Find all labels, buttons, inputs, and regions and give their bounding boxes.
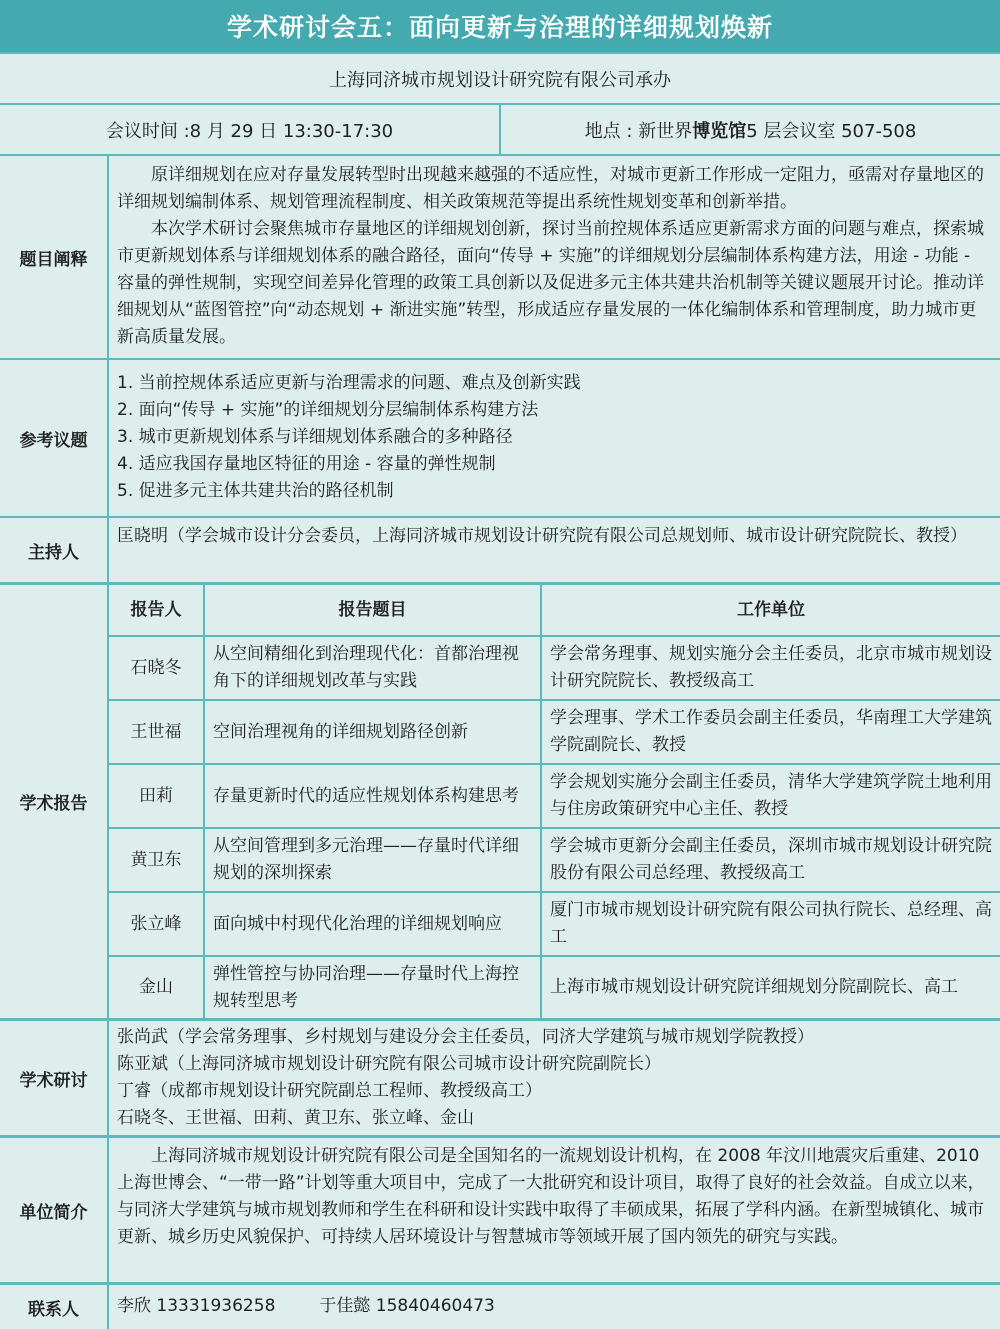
report-speaker: 田莉	[109, 765, 203, 827]
intro-label: 单位简介	[0, 1138, 107, 1282]
page-title: 学术研讨会五：面向更新与治理的详细规划焕新	[0, 0, 1000, 52]
report-speaker: 石晓冬	[109, 637, 203, 699]
issues-label: 参考议题	[0, 360, 107, 516]
report-topic: 弹性管控与协同治理——存量时代上海控规转型思考	[205, 957, 540, 1018]
report-org: 学会常务理事、规划实施分会主任委员，北京市城市规划设计研究院院长、教授级高工	[542, 637, 1000, 699]
topic-paragraph-1: 原详细规划在应对存量发展转型时出现越来越强的不适应性，对城市更新工作形成一定阻力，亟需对存量地区的详细规划编制体系、规划管理流程制度、相关政策规范等提出系统性规划变革和创新举措。	[117, 165, 984, 212]
contact-person-1: 李欣 13331936258	[117, 1296, 276, 1316]
contact-content	[109, 1285, 1000, 1329]
issue-item: 3. 城市更新规划体系与详细规划体系融合的多种路径	[117, 427, 513, 447]
header-org: 工作单位	[542, 585, 1000, 635]
reports-label: 学术报告	[0, 585, 107, 1018]
contact-person-2: 于佳懿 15840460473	[319, 1296, 495, 1316]
report-speaker: 张立峰	[109, 893, 203, 955]
location-venue: 博览馆	[692, 120, 747, 142]
report-topic: 从空间管理到多元治理——存量时代详细规划的深圳探索	[205, 829, 540, 891]
meeting-time: 会议时间 :8 月 29 日 13:30-17:30	[0, 105, 499, 154]
report-topic: 空间治理视角的详细规划路径创新	[205, 701, 540, 763]
discussant-line: 丁睿（成都市规划设计研究院副总工程师、教授级高工）	[117, 1081, 542, 1101]
contact-label: 联系人	[0, 1285, 107, 1329]
topic-paragraph-2: 本次学术研讨会聚焦城市存量地区的详细规划创新，探讨当前控规体系适应更新需求方面的问题与难点，探索城市更新规划体系与详细规划体系的融合路径，面向“传导 + 实施”的详细规划分层编制体系构建方法，用途 - 功能 - 容量的弹性规制，实现空间差异化管理的政策工具创新以及促进多元主体共建共治机制等关键议题展开讨论。推动详细规划从“蓝图管控”向“动态规划 + 渐进实施”转型，形成适应存量发展的一体化编制体系和管理制度，助力城市更新高质量发展。	[117, 219, 984, 347]
issue-item: 2. 面向“传导 + 实施”的详细规划分层编制体系构建方法	[117, 400, 539, 420]
report-org: 学会理事、学术工作委员会副主任委员，华南理工大学建筑学院副院长、教授	[542, 701, 1000, 763]
location-suffix: 5 层会议室 507-508	[746, 120, 917, 142]
report-topic: 从空间精细化到治理现代化：首都治理视角下的详细规划改革与实践	[205, 637, 540, 699]
discussant-line: 石晓冬、王世福、田莉、黄卫东、张立峰、金山	[117, 1108, 474, 1128]
topic-label: 题目阐释	[0, 156, 107, 358]
discussion-content	[109, 1021, 1000, 1135]
report-org: 厦门市城市规划设计研究院有限公司执行院长、总经理、高工	[542, 893, 1000, 955]
issues-content	[109, 360, 1000, 516]
intro-content	[109, 1138, 1000, 1282]
issue-item: 1. 当前控规体系适应更新与治理需求的问题、难点及创新实践	[117, 373, 581, 393]
report-speaker: 黄卫东	[109, 829, 203, 891]
host-label: 主持人	[0, 518, 107, 582]
issue-item: 4. 适应我国存量地区特征的用途 - 容量的弹性规制	[117, 454, 496, 474]
report-org: 上海市城市规划设计研究院详细规划分院副院长、高工	[542, 957, 1000, 1018]
intro-paragraph: 上海同济城市规划设计研究院有限公司是全国知名的一流规划设计机构，在 2008 年汶川地震灾后重建、2010 上海世博会、“一带一路”计划等重大项目中，完成了一大批研究和设计项目，取得了良好的社会效益。自成立以来，与同济大学建筑与城市规划教师和学生在科研和设计实践中取得了丰硕成果，拓展了学科内涵。在新型城镇化、城市更新、城乡历史风貌保护、可持续人居环境设计与智慧城市等领域开展了国内领先的研究与实践。	[117, 1146, 985, 1247]
location-prefix: 地点 : 新世界	[584, 120, 693, 142]
header-topic: 报告题目	[205, 585, 540, 635]
report-speaker: 金山	[109, 957, 203, 1018]
report-topic: 存量更新时代的适应性规划体系构建思考	[205, 765, 540, 827]
report-org: 学会规划实施分会副主任委员，清华大学建筑学院土地利用与住房政策研究中心主任、教授	[542, 765, 1000, 827]
discussion-label: 学术研讨	[0, 1021, 107, 1135]
report-speaker: 王世福	[109, 701, 203, 763]
discussant-line: 张尚武（学会常务理事、乡村规划与建设分会主任委员，同济大学建筑与城市规划学院教授）	[117, 1027, 814, 1047]
meeting-meta-row	[0, 105, 1000, 154]
report-topic: 面向城中村现代化治理的详细规划响应	[205, 893, 540, 955]
header-speaker: 报告人	[109, 585, 203, 635]
reports-table	[109, 585, 1000, 1018]
organizer-text: 上海同济城市规划设计研究院有限公司承办	[0, 54, 1000, 103]
report-org: 学会城市更新分会副主任委员，深圳市城市规划设计研究院股份有限公司总经理、教授级高工	[542, 829, 1000, 891]
host-content: 匡晓明（学会城市设计分会委员，上海同济城市规划设计研究院有限公司总规划师、城市设计研究院院长、教授）	[109, 518, 1000, 582]
topic-content	[109, 156, 1000, 358]
meeting-location	[501, 105, 1000, 154]
discussant-line: 陈亚斌（上海同济城市规划设计研究院有限公司城市设计研究院副院长）	[117, 1054, 661, 1074]
issue-item: 5. 促进多元主体共建共治的路径机制	[117, 481, 394, 501]
